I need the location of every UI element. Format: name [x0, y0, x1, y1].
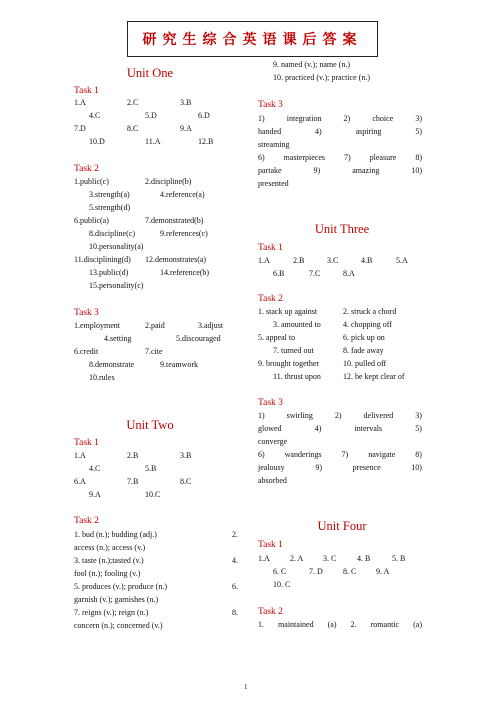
- answer-item: 2.B: [293, 256, 305, 265]
- answer-item: 9.references(c): [160, 229, 208, 238]
- answer-item: 4): [314, 424, 322, 433]
- answer-item: 9): [315, 463, 322, 472]
- answer-item: 5.strength(d): [89, 203, 131, 212]
- answer-item: 8.A: [343, 269, 355, 278]
- answer-item: navigate: [368, 450, 396, 459]
- answer-item: 8.discipline(c): [89, 229, 135, 238]
- answer-item: 11. thrust upon: [273, 372, 321, 381]
- answer-item: 11.disciplining(d): [74, 255, 131, 264]
- answer-item-line: [258, 424, 422, 434]
- answer-item: pleasure: [369, 153, 397, 162]
- answer-item: wanderings: [284, 450, 322, 459]
- answer-item: 7): [343, 153, 351, 162]
- answer-item: 2): [343, 114, 351, 123]
- unit-one-task1-label: Task 1: [74, 86, 99, 96]
- answer-item: 1.A: [258, 554, 270, 563]
- answer-item: 2.paid: [145, 321, 165, 330]
- page-number: 1: [244, 683, 248, 691]
- answer-item-line: [258, 153, 422, 163]
- answer-item: concern (n.); concerned (v.): [74, 621, 163, 630]
- answer-item: 4. chopping off: [343, 320, 392, 329]
- answer-item: partake: [258, 166, 282, 175]
- answer-item-line: [258, 114, 422, 124]
- answer-item: 7.cite: [145, 347, 163, 356]
- answer-item: 6.D: [198, 111, 210, 120]
- answer-item: 5. B: [392, 554, 406, 563]
- answer-item-line: [258, 450, 422, 460]
- answer-item: integration: [286, 114, 322, 123]
- unit-two-task3-label: Task 3: [258, 100, 283, 110]
- answer-item: intervals: [354, 424, 383, 433]
- answer-item: 5.discouraged: [176, 334, 221, 343]
- answer-item: 10.C: [145, 490, 161, 499]
- answer-item: 7.C: [309, 269, 321, 278]
- answer-item: 1. stack up against: [258, 307, 318, 316]
- answer-item: 9.A: [180, 124, 192, 133]
- answer-item: 9. named (v.); name (n.): [273, 60, 351, 69]
- answer-item: 12. be kept clear of: [343, 372, 405, 381]
- unit-one-task2-label: Task 2: [74, 164, 99, 174]
- answer-item: 6): [258, 153, 265, 162]
- answer-item: 7): [341, 450, 349, 459]
- page-title: 研究生综合英语课后答案: [127, 21, 378, 57]
- answer-item: 1): [258, 411, 265, 420]
- answer-item: (a): [327, 620, 337, 629]
- answer-item: 6.credit: [74, 347, 99, 356]
- answer-item: 10): [411, 463, 422, 472]
- answer-item: 2.: [350, 620, 357, 629]
- answer-item: 8.C: [127, 124, 139, 133]
- answer-item: 1.employment: [74, 321, 120, 330]
- answer-item: 3): [415, 411, 422, 420]
- answer-item: 4.: [232, 556, 238, 565]
- answer-item: 7. D: [309, 567, 323, 576]
- answer-item: 5): [415, 424, 422, 433]
- answer-item: glowed: [258, 424, 282, 433]
- answer-item: 7.B: [127, 477, 139, 486]
- answer-item: 1): [258, 114, 265, 123]
- answer-item: 5.A: [396, 256, 408, 265]
- answer-item: 6): [258, 450, 265, 459]
- answer-item: handed: [258, 127, 282, 136]
- answer-item: 5.D: [145, 111, 157, 120]
- answer-item: 2.discipline(b): [145, 177, 192, 186]
- answer-item: 2. A: [290, 554, 304, 563]
- answer-item: 13.public(d): [89, 268, 129, 277]
- answer-item: 8): [415, 153, 422, 162]
- answer-item: 10. practiced (v.); practice (n.): [273, 73, 370, 82]
- answer-item: 4.setting: [104, 334, 132, 343]
- unit-three-task3-label: Task 3: [258, 398, 283, 408]
- answer-item: streaming: [258, 140, 290, 149]
- answer-item: 1. bud (n.); budding (adj.): [74, 530, 157, 539]
- answer-item: (a): [413, 620, 422, 629]
- answer-item: 1.: [258, 620, 264, 629]
- answer-item: 2.B: [127, 451, 139, 460]
- answer-item: masterpieces: [283, 153, 325, 162]
- answer-item: amazing: [352, 166, 380, 175]
- answer-item: 5): [415, 127, 422, 136]
- answer-item: 5. produces (v.); produce (n.): [74, 582, 168, 591]
- answer-item: 6.B: [273, 269, 285, 278]
- answer-item: 2.: [232, 530, 238, 539]
- answer-item: delivered: [363, 411, 394, 420]
- answer-item: 10.D: [89, 137, 105, 146]
- answer-item: 3): [415, 114, 422, 123]
- unit-three-task2-label: Task 2: [258, 294, 283, 304]
- answer-item: 3.B: [180, 451, 192, 460]
- unit-two-task2-label: Task 2: [74, 516, 99, 526]
- answer-item: 7. turned out: [273, 346, 314, 355]
- unit-two-title: Unit Two: [126, 418, 174, 432]
- answer-item: swirling: [286, 411, 313, 420]
- answer-item: 2.C: [127, 98, 139, 107]
- answer-item: 12.B: [198, 137, 214, 146]
- answer-item: 6.: [232, 582, 238, 591]
- unit-three-title: Unit Three: [314, 222, 370, 236]
- answer-item: 6. pick up on: [343, 333, 385, 342]
- answer-item: garnish (v.); garnishes (n.): [74, 595, 159, 604]
- answer-line: [258, 620, 422, 630]
- answer-item: 6. C: [273, 567, 287, 576]
- answer-item: 4. B: [357, 554, 371, 563]
- answer-item: fool (n.); fooling (v.): [74, 569, 141, 578]
- answer-item: 3. C: [323, 554, 337, 563]
- answer-item: 4.C: [89, 464, 101, 473]
- answer-item: 8.C: [180, 477, 192, 486]
- unit-four-title: Unit Four: [317, 519, 367, 533]
- unit-one-task3-label: Task 3: [74, 308, 99, 318]
- answer-item: 7.D: [74, 124, 86, 133]
- answer-item-line: [258, 463, 422, 473]
- answer-item: 8. C: [343, 567, 357, 576]
- answer-item: 4.C: [89, 111, 101, 120]
- answer-item: 4): [315, 127, 322, 136]
- unit-four-task1-label: Task 1: [258, 540, 283, 550]
- answer-item: 1.A: [74, 451, 86, 460]
- answer-item: 7.demonstrated(b): [145, 216, 204, 225]
- answer-item-line: [258, 411, 422, 421]
- answer-item: 5.B: [145, 464, 157, 473]
- unit-three-task1-label: Task 1: [258, 243, 283, 253]
- answer-item: 1.public(c): [74, 177, 109, 186]
- answer-item-line: [258, 166, 422, 176]
- answer-item: absorbed: [258, 476, 287, 485]
- answer-item: 3.adjust: [198, 321, 224, 330]
- answer-item: 10): [411, 166, 422, 175]
- answer-item: 3. taste (n.);tasted (v.): [74, 556, 144, 565]
- answer-item: 3.B: [180, 98, 192, 107]
- answer-item: 9.A: [89, 490, 101, 499]
- answer-item: 1.A: [258, 256, 270, 265]
- answer-item: 7. reigns (v.); reign (n.): [74, 608, 149, 617]
- answer-item: jealousy: [258, 463, 285, 472]
- answer-item: 10.rules: [89, 373, 115, 382]
- answer-item: 6.public(a): [74, 216, 109, 225]
- answer-item: access (n.); access (v.): [74, 543, 146, 552]
- answer-item: 6.A: [74, 477, 86, 486]
- answer-item: 10.personality(a): [89, 242, 144, 251]
- answer-item: 5. appeal to: [258, 333, 296, 342]
- answer-item: 15.personality(c): [89, 281, 144, 290]
- answer-item: aspiring: [355, 127, 382, 136]
- answer-item: 3. amounted to: [273, 320, 321, 329]
- answer-item: 12.demonstrates(a): [145, 255, 207, 264]
- answer-item: 9): [313, 166, 321, 175]
- answer-item: presented: [258, 179, 289, 188]
- answer-item: 10. C: [273, 580, 291, 589]
- answer-item: 3.C: [327, 256, 339, 265]
- answer-item-line: [258, 127, 422, 137]
- unit-one-title: Unit One: [126, 66, 174, 80]
- answer-item: converge: [258, 437, 288, 446]
- answer-item: 9. brought together: [258, 359, 320, 368]
- answer-item: romantic: [370, 620, 400, 629]
- answer-item: 8. fade away: [343, 346, 384, 355]
- answer-item: 1.A: [74, 98, 86, 107]
- answer-item: 10. pulled off: [343, 359, 387, 368]
- answer-item: 2. struck a chord: [343, 307, 397, 316]
- answer-item: 8): [415, 450, 422, 459]
- answer-item: maintained: [278, 620, 314, 629]
- answer-item: choice: [372, 114, 394, 123]
- answer-item: presence: [352, 463, 381, 472]
- answer-item: 11.A: [145, 137, 161, 146]
- answer-item: 14.reference(b): [160, 268, 210, 277]
- answer-item: 8.: [232, 608, 238, 617]
- answer-item: 9.teamwork: [160, 360, 198, 369]
- answer-item: 4.reference(a): [160, 190, 205, 199]
- answer-item: 4.B: [361, 256, 373, 265]
- answer-item: 8.demonstrate: [89, 360, 135, 369]
- unit-two-task1-label: Task 1: [74, 438, 99, 448]
- answer-item: 3.strength(a): [89, 190, 130, 199]
- answer-item: 2): [334, 411, 342, 420]
- unit-four-task2-label: Task 2: [258, 607, 283, 617]
- answer-item: 9. A: [376, 567, 390, 576]
